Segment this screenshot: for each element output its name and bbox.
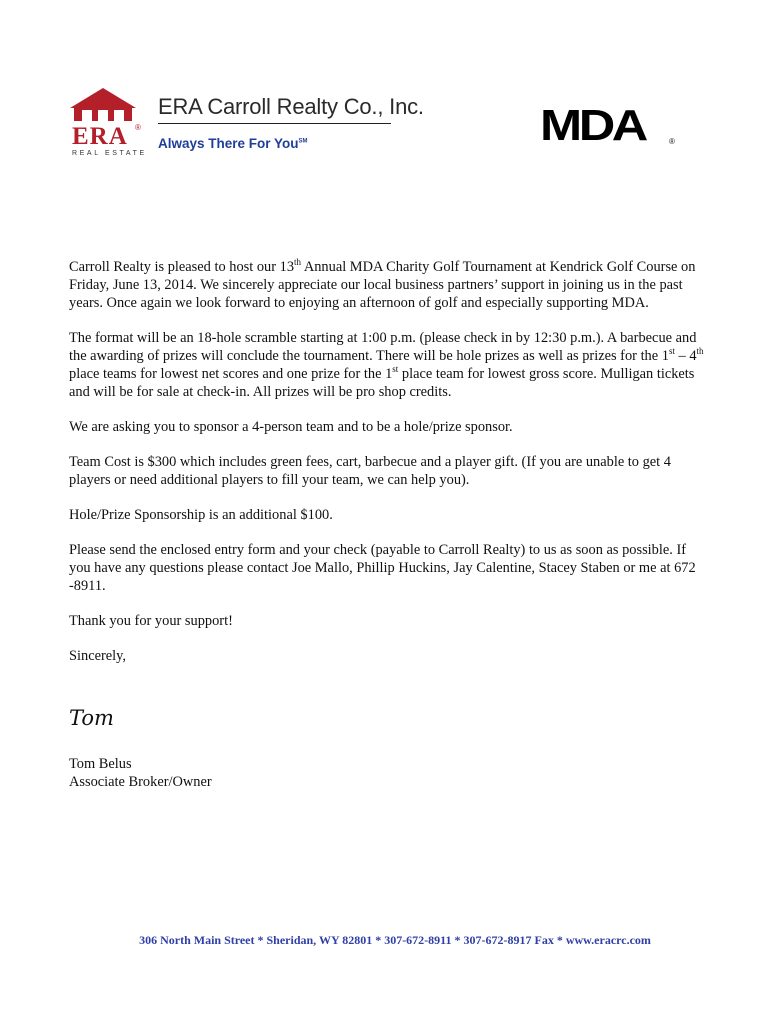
closing: Sincerely, [69, 648, 127, 664]
service-mark: SM [298, 138, 308, 145]
signer-title: Associate Broker/Owner [69, 774, 212, 790]
signer-block [69, 755, 212, 791]
paragraph-thanks: Thank you for your support! [69, 613, 233, 629]
mda-logo: MDA [540, 101, 645, 150]
era-logo-subtext: REAL ESTATE [72, 150, 147, 157]
header-divider [158, 123, 391, 124]
handwritten-signature: Tom [69, 706, 114, 730]
footer-address: 306 North Main Street * Sheridan, WY 82801 * 307-672-8911 * 307-672-8917 Fax * www.eracrc.com [139, 933, 651, 947]
registered-mark: ® [135, 123, 141, 132]
paragraph-sponsor-ask: We are asking you to sponsor a 4-person team and to be a hole/prize sponsor. [69, 419, 513, 435]
letter-body [69, 258, 709, 682]
tagline [158, 136, 308, 151]
signer-name: Tom Belus [69, 756, 132, 772]
mda-registered-mark: ® [669, 137, 675, 146]
paragraph-team-cost: Team Cost is $300 which includes green fees, cart, barbecue and a player gift. (If you are unable to get 4 players or need additional players to fill your team, we can help you). [69, 454, 671, 488]
tagline-text: Always There For You [158, 136, 299, 151]
paragraph-intro: Carroll Realty is pleased to host our 13th Annual MDA Charity Golf Tournament at Kendrick Golf Course on Friday, June 13, 2014. We sincerely appreciate our local business partners’ support in joining us in the past years. Once again we look forward to enjoying an afternoon of golf and especially supporting MDA. [69, 257, 696, 311]
company-name: ERA Carroll Realty Co., Inc. [158, 94, 424, 119]
paragraph-contact: Please send the enclosed entry form and your check (payable to Carroll Realty) to us as soon as possible. If you have any questions please contact Joe Mallo, Phillip Huckins, Jay Calentine, Stacey Staben or me at 672 -8911. [69, 542, 696, 594]
letterhead [0, 0, 770, 200]
era-logo-letters: ERA [72, 123, 128, 150]
paragraph-hole-sponsorship: Hole/Prize Sponsorship is an additional $100. [69, 507, 333, 523]
paragraph-format: The format will be an 18-hole scramble starting at 1:00 p.m. (please check in by 12:30 p.m.). A barbecue and the awarding of prizes will conclude the tournament. There will be hole prizes as well as prizes for the 1st – 4th place teams for lowest net scores and one prize for the 1st place team for lowest gross score. Mulligan tickets and will be for sale at check-in. All prizes will be pro shop credits. [69, 330, 704, 400]
